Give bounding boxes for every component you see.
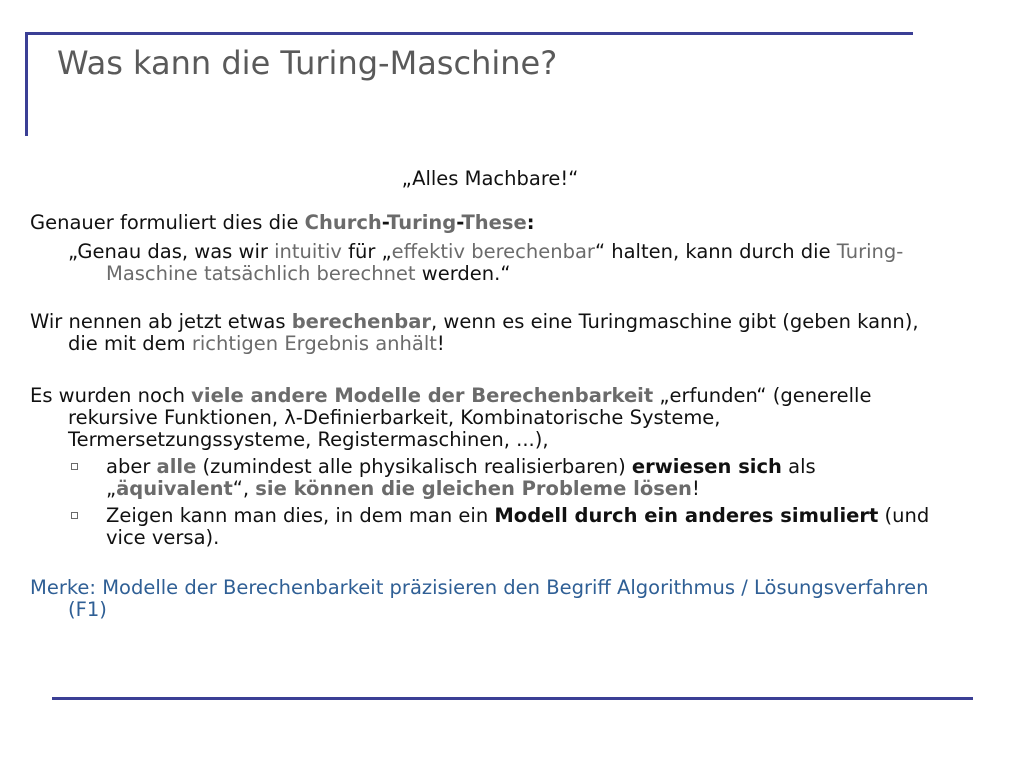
term-erwiesen-sich: erwiesen sich xyxy=(631,455,782,478)
term-richtiges-ergebnis: richtigen Ergebnis anhält xyxy=(191,332,437,355)
church-turing-quote xyxy=(30,241,950,285)
quote-text-3: “ halten, kann durch die xyxy=(594,240,837,263)
b1-text-1: aber xyxy=(106,455,157,478)
b2-text-1: Zeigen kann man dies, in dem man ein xyxy=(106,504,495,527)
quote-effektiv-berechenbar: effektiv berechenbar xyxy=(391,240,595,263)
slide-body xyxy=(30,168,950,621)
slide-frame-top-rule xyxy=(25,32,913,35)
def-text-2: , wenn es eine Turingmaschine gibt (geben kann), die mit dem xyxy=(68,310,919,355)
slide-frame-left-rule xyxy=(25,32,28,136)
term-berechenbar: berechenbar xyxy=(291,310,431,333)
colon: : xyxy=(526,211,535,234)
quote-turing-maschine: Turing-Maschine tatsächlich berechnet xyxy=(106,240,904,285)
def-text-3: ! xyxy=(436,332,445,355)
slogan: „Alles Machbare!“ xyxy=(401,167,579,190)
dash-2: - xyxy=(456,211,462,234)
slide-title: Was kann die Turing-Maschine? xyxy=(57,44,558,82)
merke-note: Merke: Modelle der Berechenbarkeit präzisieren den Begriff Algorithmus / Lösungsverfahren (F1) xyxy=(30,576,929,621)
quote-intuitiv: intuitiv xyxy=(274,240,342,263)
term-andere-modelle: viele andere Modelle der Berechenbarkeit xyxy=(191,384,654,407)
lambda-symbol: λ xyxy=(284,406,296,429)
term-alle: alle xyxy=(156,455,197,478)
other-models-paragraph xyxy=(30,385,950,451)
term-gleiche-probleme: sie können die gleichen Probleme lösen xyxy=(255,477,692,500)
models-text-3: -Definierbarkeit, Kombinatorische Systeme, Termersetzungssysteme, Registermaschinen, ...), xyxy=(68,406,721,451)
term-turing: Turing xyxy=(387,211,457,234)
term-church: Church xyxy=(304,211,382,234)
bullet-simulation xyxy=(30,505,950,549)
b1-text-5: ! xyxy=(691,477,700,500)
dash-1: - xyxy=(381,211,388,234)
def-text-1: Wir nennen ab jetzt etwas xyxy=(30,310,292,333)
quote-text-4: werden.“ xyxy=(415,262,511,285)
quote-text-1: „Genau das, was wir xyxy=(68,240,275,263)
bullet-square-icon xyxy=(71,512,78,519)
term-these: These xyxy=(461,211,527,234)
bullet-aequivalent xyxy=(30,456,950,500)
quote-text-2: für „ xyxy=(341,240,392,263)
models-text-2: „erfunden“ (generelle rekursive Funktionen, xyxy=(68,384,872,429)
models-text-1: Es wurden noch xyxy=(30,384,192,407)
bullet-square-icon xyxy=(71,463,78,470)
term-aequivalent: äquivalent xyxy=(116,477,233,500)
berechenbar-definition xyxy=(30,311,950,355)
b1-text-2: (zumindest alle physikalisch realisierbaren) xyxy=(196,455,632,478)
b2-text-2: (und vice versa). xyxy=(106,504,930,549)
term-modell-simuliert: Modell durch ein anderes simuliert xyxy=(494,504,879,527)
b1-text-4: “, xyxy=(232,477,256,500)
church-turing-intro xyxy=(30,212,950,234)
intro-text: Genauer formuliert dies die xyxy=(30,211,305,234)
slide-frame-bottom-rule xyxy=(52,697,973,700)
b1-text-3: als „ xyxy=(106,455,816,500)
